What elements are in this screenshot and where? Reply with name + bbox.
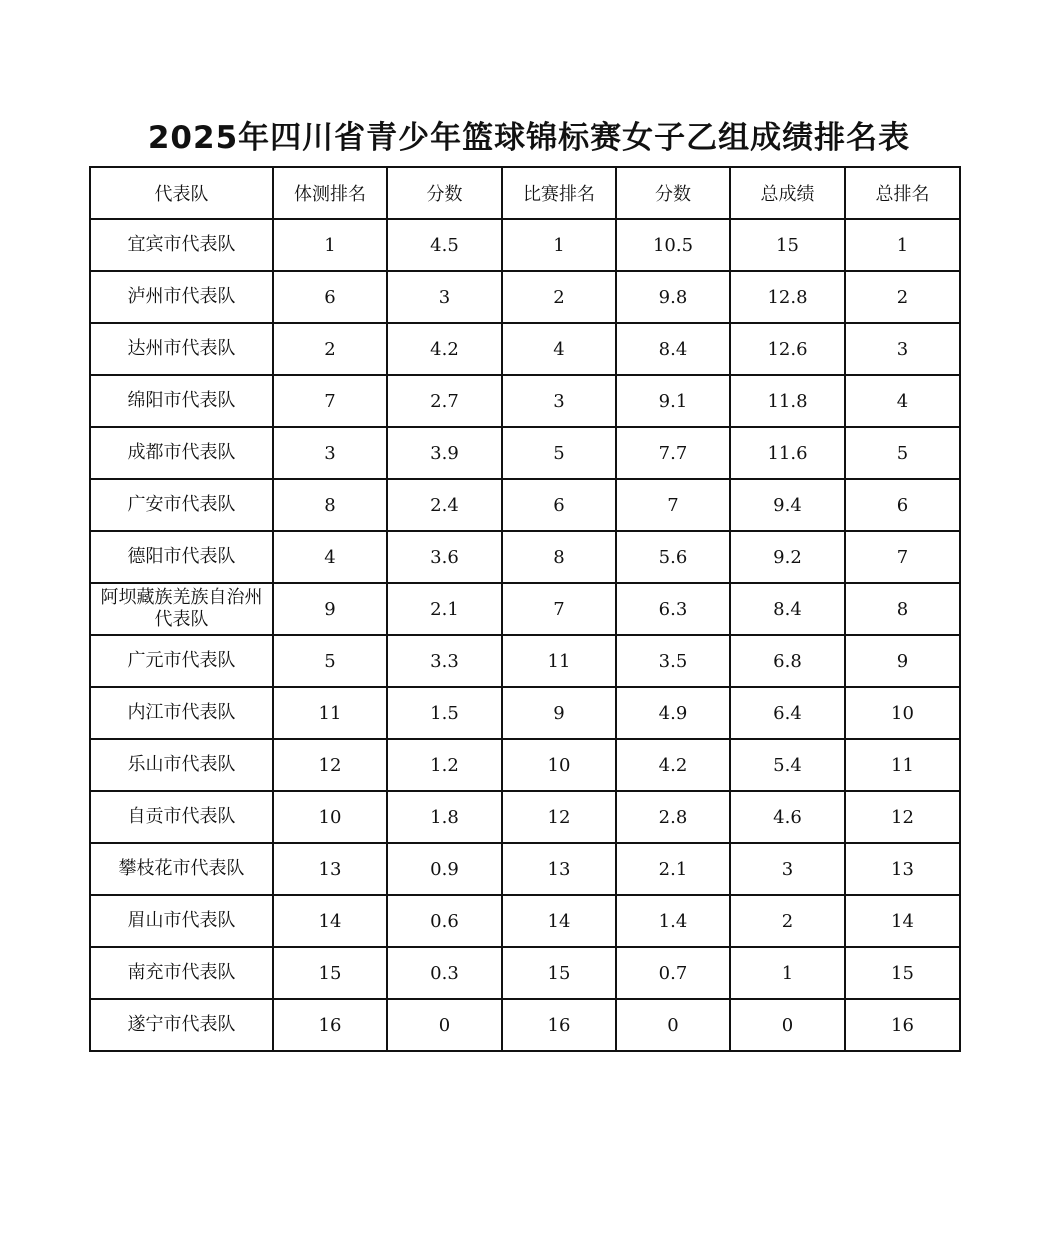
total-score-cell: 15 bbox=[730, 219, 845, 271]
fitness-rank-cell: 9 bbox=[273, 583, 387, 635]
match-score-cell: 1.4 bbox=[616, 895, 730, 947]
table-header-row bbox=[90, 167, 960, 219]
header-fitness-rank: 体测排名 bbox=[273, 167, 387, 219]
page-title: 2025年四川省青少年篮球锦标赛女子乙组成绩排名表 bbox=[147, 120, 911, 156]
match-score-cell: 9.1 bbox=[616, 375, 730, 427]
match-score-cell: 4.2 bbox=[616, 739, 730, 791]
match-rank-cell: 2 bbox=[502, 271, 616, 323]
header-total-score: 总成绩 bbox=[730, 167, 845, 219]
total-score-cell: 5.4 bbox=[730, 739, 845, 791]
team-cell: 达州市代表队 bbox=[90, 323, 273, 375]
overall-rank-cell: 14 bbox=[845, 895, 960, 947]
total-score-cell: 9.4 bbox=[730, 479, 845, 531]
fitness-rank-cell: 7 bbox=[273, 375, 387, 427]
total-score-cell: 8.4 bbox=[730, 583, 845, 635]
table-row bbox=[90, 947, 960, 999]
fitness-score-cell: 0.9 bbox=[387, 843, 502, 895]
match-rank-cell: 12 bbox=[502, 791, 616, 843]
team-cell: 遂宁市代表队 bbox=[90, 999, 273, 1051]
match-rank-cell: 8 bbox=[502, 531, 616, 583]
fitness-score-cell: 4.2 bbox=[387, 323, 502, 375]
match-rank-cell: 4 bbox=[502, 323, 616, 375]
overall-rank-cell: 15 bbox=[845, 947, 960, 999]
match-rank-cell: 11 bbox=[502, 635, 616, 687]
match-score-cell: 4.9 bbox=[616, 687, 730, 739]
match-rank-cell: 1 bbox=[502, 219, 616, 271]
fitness-score-cell: 3.3 bbox=[387, 635, 502, 687]
team-cell: 乐山市代表队 bbox=[90, 739, 273, 791]
match-score-cell: 7.7 bbox=[616, 427, 730, 479]
overall-rank-cell: 6 bbox=[845, 479, 960, 531]
table-row bbox=[90, 999, 960, 1051]
fitness-rank-cell: 6 bbox=[273, 271, 387, 323]
header-team: 代表队 bbox=[90, 167, 273, 219]
fitness-score-cell: 3.6 bbox=[387, 531, 502, 583]
fitness-rank-cell: 13 bbox=[273, 843, 387, 895]
match-rank-cell: 13 bbox=[502, 843, 616, 895]
fitness-rank-cell: 12 bbox=[273, 739, 387, 791]
overall-rank-cell: 9 bbox=[845, 635, 960, 687]
team-cell: 阿坝藏族羌族自治州代表队 bbox=[90, 583, 273, 635]
header-overall-rank: 总排名 bbox=[845, 167, 960, 219]
team-cell: 德阳市代表队 bbox=[90, 531, 273, 583]
match-rank-cell: 7 bbox=[502, 583, 616, 635]
table-row bbox=[90, 219, 960, 271]
fitness-rank-cell: 2 bbox=[273, 323, 387, 375]
match-score-cell: 2.1 bbox=[616, 843, 730, 895]
team-cell: 攀枝花市代表队 bbox=[90, 843, 273, 895]
match-score-cell: 3.5 bbox=[616, 635, 730, 687]
team-cell: 内江市代表队 bbox=[90, 687, 273, 739]
team-cell: 绵阳市代表队 bbox=[90, 375, 273, 427]
table-row bbox=[90, 635, 960, 687]
total-score-cell: 12.8 bbox=[730, 271, 845, 323]
overall-rank-cell: 3 bbox=[845, 323, 960, 375]
table-row bbox=[90, 843, 960, 895]
table-row bbox=[90, 271, 960, 323]
team-cell: 泸州市代表队 bbox=[90, 271, 273, 323]
table-row bbox=[90, 739, 960, 791]
team-cell: 成都市代表队 bbox=[90, 427, 273, 479]
fitness-score-cell: 1.8 bbox=[387, 791, 502, 843]
match-rank-cell: 10 bbox=[502, 739, 616, 791]
overall-rank-cell: 2 bbox=[845, 271, 960, 323]
match-score-cell: 7 bbox=[616, 479, 730, 531]
table-row bbox=[90, 323, 960, 375]
fitness-score-cell: 2.7 bbox=[387, 375, 502, 427]
total-score-cell: 0 bbox=[730, 999, 845, 1051]
table-row bbox=[90, 427, 960, 479]
fitness-score-cell: 3 bbox=[387, 271, 502, 323]
table-row bbox=[90, 583, 960, 635]
match-rank-cell: 16 bbox=[502, 999, 616, 1051]
fitness-score-cell: 0 bbox=[387, 999, 502, 1051]
header-match-rank: 比赛排名 bbox=[502, 167, 616, 219]
total-score-cell: 6.4 bbox=[730, 687, 845, 739]
total-score-cell: 1 bbox=[730, 947, 845, 999]
overall-rank-cell: 16 bbox=[845, 999, 960, 1051]
fitness-rank-cell: 1 bbox=[273, 219, 387, 271]
team-cell: 自贡市代表队 bbox=[90, 791, 273, 843]
fitness-rank-cell: 14 bbox=[273, 895, 387, 947]
fitness-rank-cell: 15 bbox=[273, 947, 387, 999]
match-score-cell: 9.8 bbox=[616, 271, 730, 323]
team-cell: 宜宾市代表队 bbox=[90, 219, 273, 271]
total-score-cell: 11.8 bbox=[730, 375, 845, 427]
fitness-score-cell: 0.6 bbox=[387, 895, 502, 947]
fitness-rank-cell: 11 bbox=[273, 687, 387, 739]
match-score-cell: 6.3 bbox=[616, 583, 730, 635]
match-score-cell: 0.7 bbox=[616, 947, 730, 999]
team-cell: 南充市代表队 bbox=[90, 947, 273, 999]
match-score-cell: 5.6 bbox=[616, 531, 730, 583]
fitness-rank-cell: 4 bbox=[273, 531, 387, 583]
total-score-cell: 9.2 bbox=[730, 531, 845, 583]
overall-rank-cell: 4 bbox=[845, 375, 960, 427]
fitness-rank-cell: 16 bbox=[273, 999, 387, 1051]
results-table bbox=[89, 166, 961, 1052]
match-rank-cell: 15 bbox=[502, 947, 616, 999]
match-score-cell: 2.8 bbox=[616, 791, 730, 843]
overall-rank-cell: 1 bbox=[845, 219, 960, 271]
fitness-rank-cell: 8 bbox=[273, 479, 387, 531]
total-score-cell: 4.6 bbox=[730, 791, 845, 843]
overall-rank-cell: 12 bbox=[845, 791, 960, 843]
overall-rank-cell: 11 bbox=[845, 739, 960, 791]
table-row bbox=[90, 531, 960, 583]
overall-rank-cell: 10 bbox=[845, 687, 960, 739]
fitness-rank-cell: 3 bbox=[273, 427, 387, 479]
fitness-score-cell: 1.5 bbox=[387, 687, 502, 739]
fitness-rank-cell: 10 bbox=[273, 791, 387, 843]
fitness-score-cell: 2.1 bbox=[387, 583, 502, 635]
table-body bbox=[90, 219, 960, 1051]
table-row bbox=[90, 375, 960, 427]
fitness-score-cell: 0.3 bbox=[387, 947, 502, 999]
match-rank-cell: 3 bbox=[502, 375, 616, 427]
team-cell: 眉山市代表队 bbox=[90, 895, 273, 947]
total-score-cell: 11.6 bbox=[730, 427, 845, 479]
total-score-cell: 6.8 bbox=[730, 635, 845, 687]
table-row bbox=[90, 895, 960, 947]
fitness-score-cell: 2.4 bbox=[387, 479, 502, 531]
overall-rank-cell: 13 bbox=[845, 843, 960, 895]
team-cell: 广元市代表队 bbox=[90, 635, 273, 687]
match-score-cell: 0 bbox=[616, 999, 730, 1051]
overall-rank-cell: 5 bbox=[845, 427, 960, 479]
match-score-cell: 8.4 bbox=[616, 323, 730, 375]
overall-rank-cell: 8 bbox=[845, 583, 960, 635]
fitness-score-cell: 4.5 bbox=[387, 219, 502, 271]
fitness-rank-cell: 5 bbox=[273, 635, 387, 687]
match-score-cell: 10.5 bbox=[616, 219, 730, 271]
table-row bbox=[90, 791, 960, 843]
total-score-cell: 3 bbox=[730, 843, 845, 895]
match-rank-cell: 5 bbox=[502, 427, 616, 479]
total-score-cell: 12.6 bbox=[730, 323, 845, 375]
match-rank-cell: 14 bbox=[502, 895, 616, 947]
fitness-score-cell: 1.2 bbox=[387, 739, 502, 791]
total-score-cell: 2 bbox=[730, 895, 845, 947]
match-rank-cell: 9 bbox=[502, 687, 616, 739]
header-match-score: 分数 bbox=[616, 167, 730, 219]
header-fitness-score: 分数 bbox=[387, 167, 502, 219]
overall-rank-cell: 7 bbox=[845, 531, 960, 583]
fitness-score-cell: 3.9 bbox=[387, 427, 502, 479]
table-row bbox=[90, 687, 960, 739]
table-row bbox=[90, 479, 960, 531]
team-cell: 广安市代表队 bbox=[90, 479, 273, 531]
match-rank-cell: 6 bbox=[502, 479, 616, 531]
